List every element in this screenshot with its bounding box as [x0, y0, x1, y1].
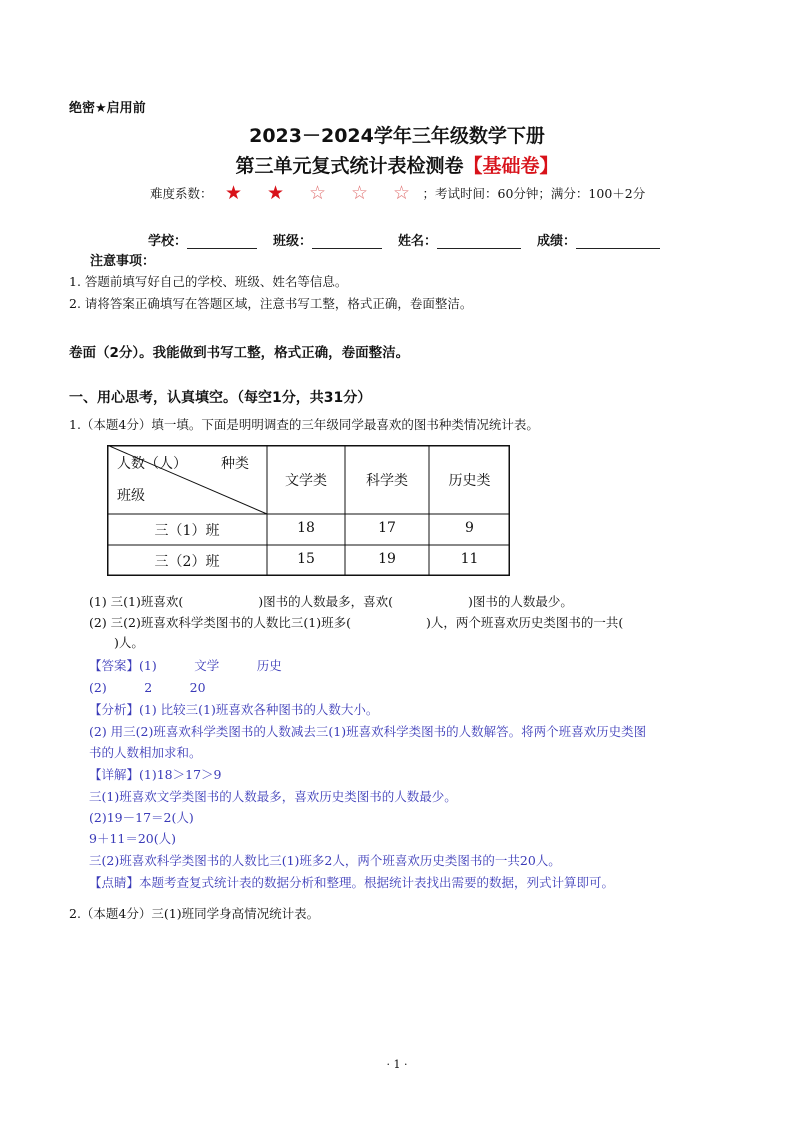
student-info-row [148, 230, 676, 249]
table-cell: 11 [460, 551, 479, 567]
column-header: 文学类 [285, 473, 327, 489]
empty-star-icon: ☆ [308, 182, 327, 204]
school-blank[interactable] [187, 234, 257, 249]
empty-star-icon: ☆ [350, 182, 369, 204]
table-cell: 18 [297, 520, 315, 536]
notice-item-2: 2. 请将答案正确填写在答题区域，注意书写工整，格式正确，卷面整洁。 [69, 296, 473, 311]
exam-info: ；考试时间：60分钟；满分：100＋2分 [422, 186, 646, 201]
name-label: 姓名： [398, 234, 438, 249]
table-cell: 19 [378, 551, 396, 567]
table-cell: 9 [465, 520, 474, 536]
detail-line-3: (2)19－17＝2(人) [89, 810, 194, 825]
corner-top-left: 人数（人） [117, 456, 187, 472]
row-label: 三（1）班 [154, 523, 220, 539]
analysis-line-2: (2) 用三(2)班喜欢科学类图书的人数减去三(1)班喜欢科学类图书的人数解答。将两个班喜欢历史类图 [89, 724, 647, 739]
confidential-label: 绝密★启用前 [69, 101, 146, 116]
question-1-part-1: (1) 三(1)班喜欢( )图书的人数最多，喜欢( )图书的人数最少。 [89, 594, 573, 609]
corner-bottom: 班级 [117, 488, 145, 504]
analysis-line-3: 书的人数相加求和。 [89, 745, 202, 760]
section-1-title: 一、用心思考，认真填空。（每空1分，共31分） [69, 390, 372, 406]
question-1-stem: 1.（本题4分）填一填。下面是明明调查的三年级同学最喜欢的图书种类情况统计表。 [69, 417, 539, 432]
row-label: 三（2）班 [154, 554, 220, 570]
empty-star-icon: ☆ [392, 182, 411, 204]
name-field [398, 230, 521, 249]
difficulty-stars [213, 183, 423, 203]
school-label: 学校： [148, 234, 188, 249]
subtitle-tag: 【基础卷】 [463, 155, 559, 177]
answer-line-2: (2) 2 20 [89, 680, 206, 695]
question-2-stem: 2.（本题4分）三(1)班同学身高情况统计表。 [69, 906, 320, 921]
analysis-line-1: 【分析】(1) 比较三(1)班喜欢各种图书的人数大小。 [89, 702, 379, 717]
table-cell: 17 [378, 520, 396, 536]
corner-top-right: 种类 [221, 456, 249, 472]
page-number: · 1 · [386, 1058, 408, 1071]
detail-line-1: 【详解】(1)18＞17＞9 [89, 767, 222, 782]
class-label: 班级： [273, 234, 313, 249]
difficulty-row [150, 183, 645, 203]
name-blank[interactable] [437, 234, 521, 249]
page-title: 2023－2024学年三年级数学下册 [249, 125, 545, 147]
score-field [537, 230, 660, 249]
school-field [148, 230, 257, 249]
table-cell: 15 [297, 551, 315, 567]
filled-star-icon: ★ [224, 182, 243, 204]
class-field [273, 230, 382, 249]
notice-item-1: 1. 答题前填写好自己的学校、班级、姓名等信息。 [69, 274, 348, 289]
filled-star-icon: ★ [266, 182, 285, 204]
page-subtitle [0, 151, 794, 178]
score-blank[interactable] [576, 234, 660, 249]
detail-line-5: 三(2)班喜欢科学类图书的人数比三(1)班多2人，两个班喜欢历史类图书的一共20人。 [89, 853, 561, 868]
score-label: 成绩： [537, 234, 577, 249]
detail-line-2: 三(1)班喜欢文学类图书的人数最多，喜欢历史类图书的人数最少。 [89, 789, 457, 804]
class-blank[interactable] [312, 234, 382, 249]
stats-table [107, 445, 510, 576]
subtitle-main: 第三单元复式统计表检测卷 [235, 155, 464, 177]
question-1-part-2: (2) 三(2)班喜欢科学类图书的人数比三(1)班多( )人，两个班喜欢历史类图书的一共( [89, 615, 624, 630]
answer-line-1: 【答案】(1) 文学 历史 [89, 658, 282, 673]
comment-line: 【点睛】本题考查复式统计表的数据分析和整理。根据统计表找出需要的数据，列式计算即可。 [89, 875, 615, 890]
difficulty-label: 难度系数： [150, 186, 213, 201]
question-1-part-2-cont: )人。 [89, 635, 144, 650]
surface-note: 卷面（2分）。我能做到书写工整，格式正确，卷面整洁。 [69, 345, 410, 361]
column-header: 历史类 [448, 473, 491, 489]
detail-line-4: 9＋11＝20(人) [89, 831, 177, 846]
column-header: 科学类 [366, 473, 408, 489]
notice-heading: 注意事项： [90, 254, 156, 269]
